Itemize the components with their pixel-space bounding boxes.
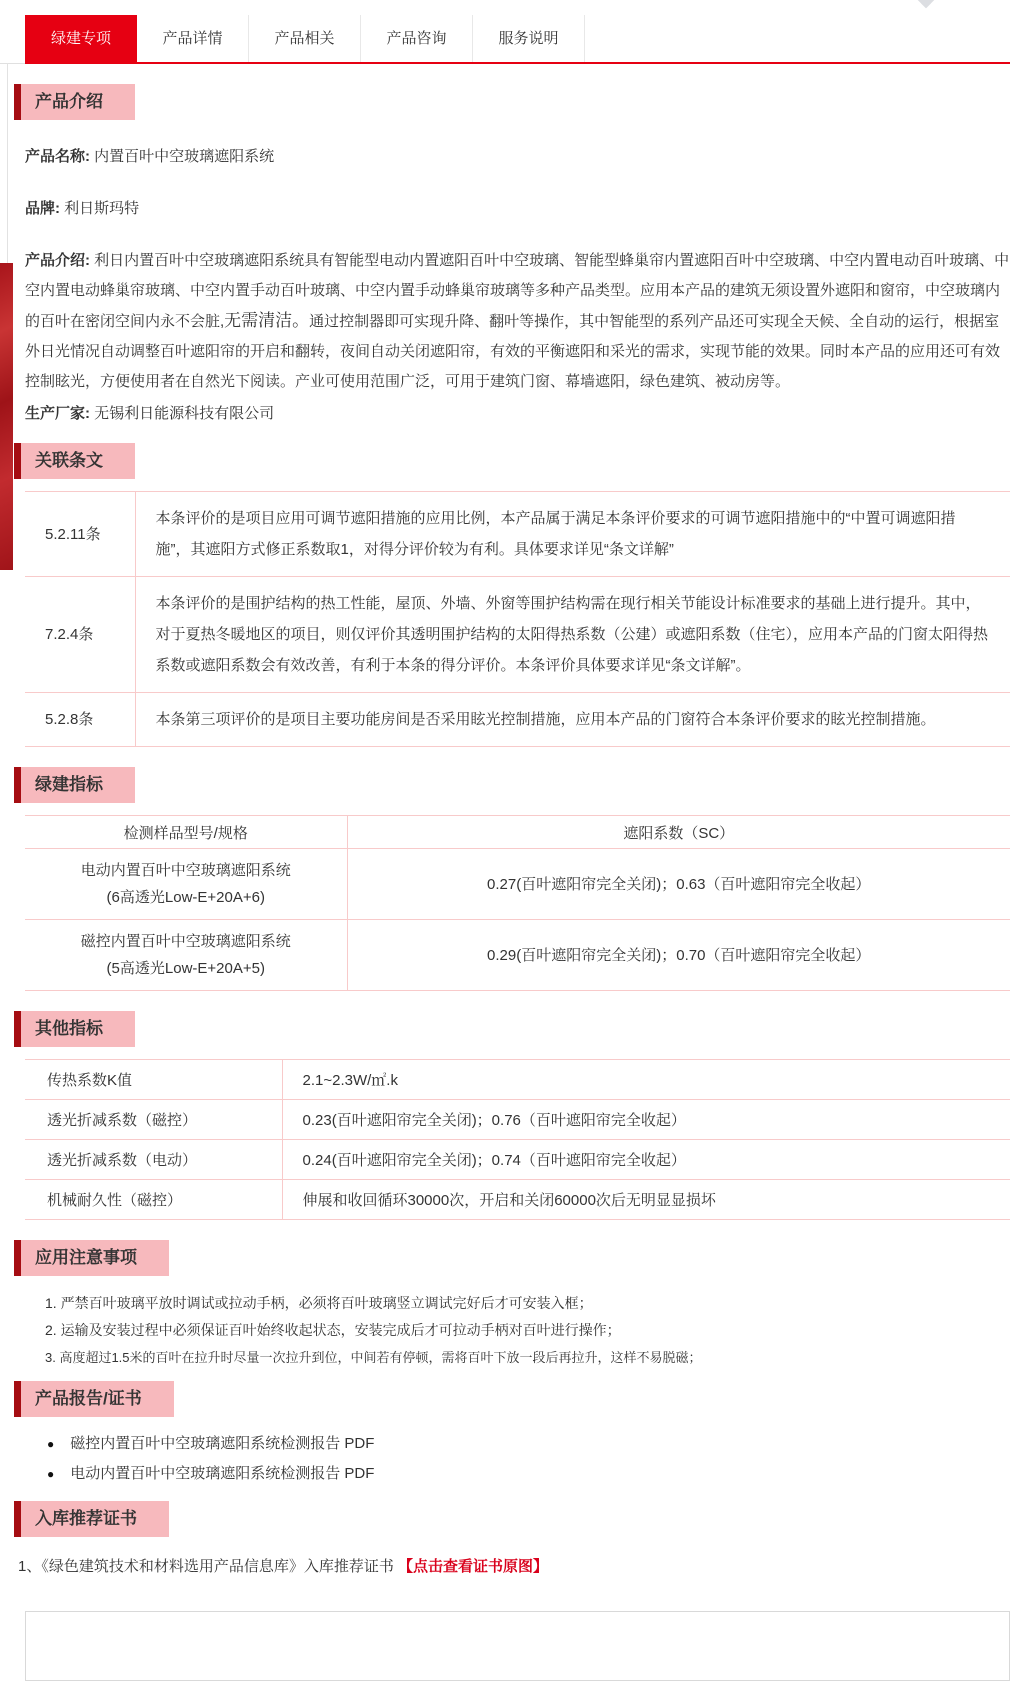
table-row	[25, 492, 1010, 577]
table-header-row	[25, 816, 1010, 849]
bottom-content-box	[25, 1611, 1010, 1681]
chevron-down-icon[interactable]	[898, 0, 955, 8]
list-item: 3. 高度超过1.5米的百叶在拉升时尽量一次拉升到位，中间若有停顿，需将百叶下放一段后再拉升，这样不易脱磁；	[45, 1350, 702, 1365]
table-row	[25, 1180, 1010, 1220]
brand-value: 利日斯玛特	[60, 200, 140, 217]
section-bar	[14, 767, 21, 803]
reports-list	[47, 1429, 1010, 1489]
description-label: 产品介绍:	[25, 252, 90, 269]
section-title: 应用注意事项	[21, 1240, 169, 1276]
metric-label: 透光折减系数（磁控）	[25, 1100, 282, 1140]
description-text-2: 通过控制器即可实现升降、翻叶等操作，其中智能型的系列产品还可实现全天候、全自动的运行，根据室外日光情况自动调整百叶遮阳帘的开启和翻转，夜间自动关闭遮阳帘，有效的平衡遮阳和采光的需求，实现节能的效果。同时本产品的应用还可有效控制眩光，方便使用者在自然光下阅读。产业可使用范围广泛，可用于建筑门窗、幕墙遮阳，绿色建筑、被动房等。	[25, 313, 1001, 390]
product-detail-panel	[18, 15, 1010, 1681]
report-label: 电动内置百叶中空玻璃遮阳系统检测报告 PDF	[70, 1465, 375, 1482]
list-item: 2. 运输及安装过程中必须保证百叶始终收起状态，安装完成后才可拉动手柄对百叶进行操作；	[45, 1322, 621, 1338]
section-bar	[14, 1381, 21, 1417]
section-header-clauses	[14, 443, 1010, 479]
table-row	[25, 577, 1010, 693]
section-title: 入库推荐证书	[21, 1501, 169, 1537]
section-header-intro	[14, 84, 1010, 120]
metric-label: 透光折减系数（电动）	[25, 1140, 282, 1180]
column-header-model: 检测样品型号/规格	[25, 816, 347, 849]
section-bar	[14, 443, 21, 479]
clause-number: 5.2.8条	[25, 693, 135, 747]
section-bar	[14, 1501, 21, 1537]
tab-product-inquiry[interactable]: 产品咨询	[361, 15, 473, 62]
bullet-icon: ●	[47, 1467, 55, 1481]
tab-service-info[interactable]: 服务说明	[473, 15, 585, 62]
column-header-sc: 遮阳系数（SC）	[347, 816, 1010, 849]
table-row	[25, 849, 1010, 920]
section-header-certificate	[14, 1501, 1010, 1537]
section-title: 绿建指标	[21, 767, 135, 803]
sc-cell: 0.27(百叶遮阳帘完全关闭)；0.63（百叶遮阳帘完全收起）	[347, 849, 1010, 920]
model-spec: (6高透光Low-E+20A+6)	[106, 889, 265, 906]
clause-text: 本条评价的是围护结构的热工性能，屋顶、外墙、外窗等围护结构需在现行相关节能设计标准要求的基础上进行提升。其中，对于夏热冬暖地区的项目，则仅评价其透明围护结构的太阳得热系数（公建）或遮阳系数（住宅），应用本产品的门窗太阳得热系数或遮阳系数会有效改善，有利于本条的得分评价。本条评价具体要求详见“条文详解”。	[135, 577, 1010, 693]
report-link-magnetic[interactable]	[47, 1429, 1010, 1459]
table-row	[25, 920, 1010, 991]
model-cell	[25, 920, 347, 991]
section-bar	[14, 84, 21, 120]
model-spec: (5高透光Low-E+20A+5)	[106, 960, 265, 977]
section-header-notes	[14, 1240, 1010, 1276]
product-name-label: 产品名称:	[25, 148, 90, 165]
table-row	[25, 693, 1010, 747]
brand-label: 品牌:	[25, 200, 60, 217]
certificate-text: 1、《绿色建筑技术和材料选用产品信息库》入库推荐证书	[18, 1558, 399, 1575]
clause-text: 本条评价的是项目应用可调节遮阳措施的应用比例，本产品属于满足本条评价要求的可调节遮阳措施中的“中置可调遮阳措施”，其遮阳方式修正系数取1，对得分评价较为有利。具体要求详见“条文详解”	[135, 492, 1010, 577]
metric-value: 0.24(百叶遮阳帘完全关闭)；0.74（百叶遮阳帘完全收起）	[282, 1140, 1010, 1180]
model-name: 电动内置百叶中空玻璃遮阳系统	[80, 862, 291, 879]
clause-text: 本条第三项评价的是项目主要功能房间是否采用眩光控制措施，应用本产品的门窗符合本条评价要求的眩光控制措施。	[135, 693, 1010, 747]
section-title: 产品介绍	[21, 84, 135, 120]
model-name: 磁控内置百叶中空玻璃遮阳系统	[80, 933, 291, 950]
left-red-banner	[0, 263, 13, 570]
sc-cell: 0.29(百叶遮阳帘完全关闭)；0.70（百叶遮阳帘完全收起）	[347, 920, 1010, 991]
list-item: 1. 严禁百叶玻璃平放时调试或拉动手柄，必须将百叶玻璃竖立调试完好后才可安装入框；	[45, 1295, 593, 1311]
clauses-table	[25, 491, 1010, 747]
table-row	[25, 1140, 1010, 1180]
report-link-electric[interactable]	[47, 1459, 1010, 1489]
section-header-green-metrics	[14, 767, 1010, 803]
model-cell	[25, 849, 347, 920]
metric-value: 2.1~2.3W/㎡.k	[282, 1060, 1010, 1100]
product-description	[25, 246, 1010, 397]
certificate-row	[18, 1553, 1010, 1581]
clause-number: 7.2.4条	[25, 577, 135, 693]
manufacturer-value: 无锡利日能源科技有限公司	[90, 405, 275, 422]
section-title: 关联条文	[21, 443, 135, 479]
description-highlight: 无需清洁。	[224, 311, 310, 330]
section-title: 产品报告/证书	[21, 1381, 174, 1417]
product-name-row	[25, 142, 1010, 172]
section-bar	[14, 1240, 21, 1276]
green-metrics-table	[25, 815, 1010, 991]
description-text-1: 利日内置百叶中空玻璃遮阳系统具有智能型电动内置遮阳百叶中空玻璃、智能型蜂巢帘内置遮阳百叶中空玻璃、中空内置电动百叶玻璃、中空内置电动蜂巢帘玻璃、中空内置手动百叶玻璃、中空内置手动蜂巢帘玻璃等多种产品类型。应用本产品的建筑无须设置外遮阳和窗帘，中空玻璃内的百叶在密闭空间内永不会脏,	[25, 252, 1010, 330]
tab-product-related[interactable]: 产品相关	[249, 15, 361, 62]
metric-label: 机械耐久性（磁控）	[25, 1180, 282, 1220]
view-certificate-link[interactable]: 【点击查看证书原图】	[398, 1558, 549, 1575]
page-edge-divider	[0, 63, 25, 64]
tab-green-building[interactable]: 绿建专项	[25, 15, 137, 62]
application-notes-list	[45, 1290, 1010, 1371]
report-label: 磁控内置百叶中空玻璃遮阳系统检测报告 PDF	[70, 1435, 375, 1452]
metric-label: 传热系数K值	[25, 1060, 282, 1100]
other-metrics-table	[25, 1059, 1010, 1220]
table-row	[25, 1060, 1010, 1100]
metric-value: 0.23(百叶遮阳帘完全关闭)；0.76（百叶遮阳帘完全收起）	[282, 1100, 1010, 1140]
section-bar	[14, 1011, 21, 1047]
page-left-border	[7, 63, 8, 263]
tab-bar	[25, 15, 1010, 64]
section-title: 其他指标	[21, 1011, 135, 1047]
section-header-other-metrics	[14, 1011, 1010, 1047]
product-name-value: 内置百叶中空玻璃遮阳系统	[90, 148, 275, 165]
section-header-reports	[14, 1381, 1010, 1417]
brand-row	[25, 194, 1010, 224]
bullet-icon: ●	[47, 1437, 55, 1451]
manufacturer-label: 生产厂家:	[25, 405, 90, 422]
clause-number: 5.2.11条	[25, 492, 135, 577]
metric-value: 伸展和收回循环30000次，开启和关闭60000次后无明显显损坏	[282, 1180, 1010, 1220]
table-row	[25, 1100, 1010, 1140]
tab-product-details[interactable]: 产品详情	[137, 15, 249, 62]
manufacturer-row	[25, 399, 1010, 429]
